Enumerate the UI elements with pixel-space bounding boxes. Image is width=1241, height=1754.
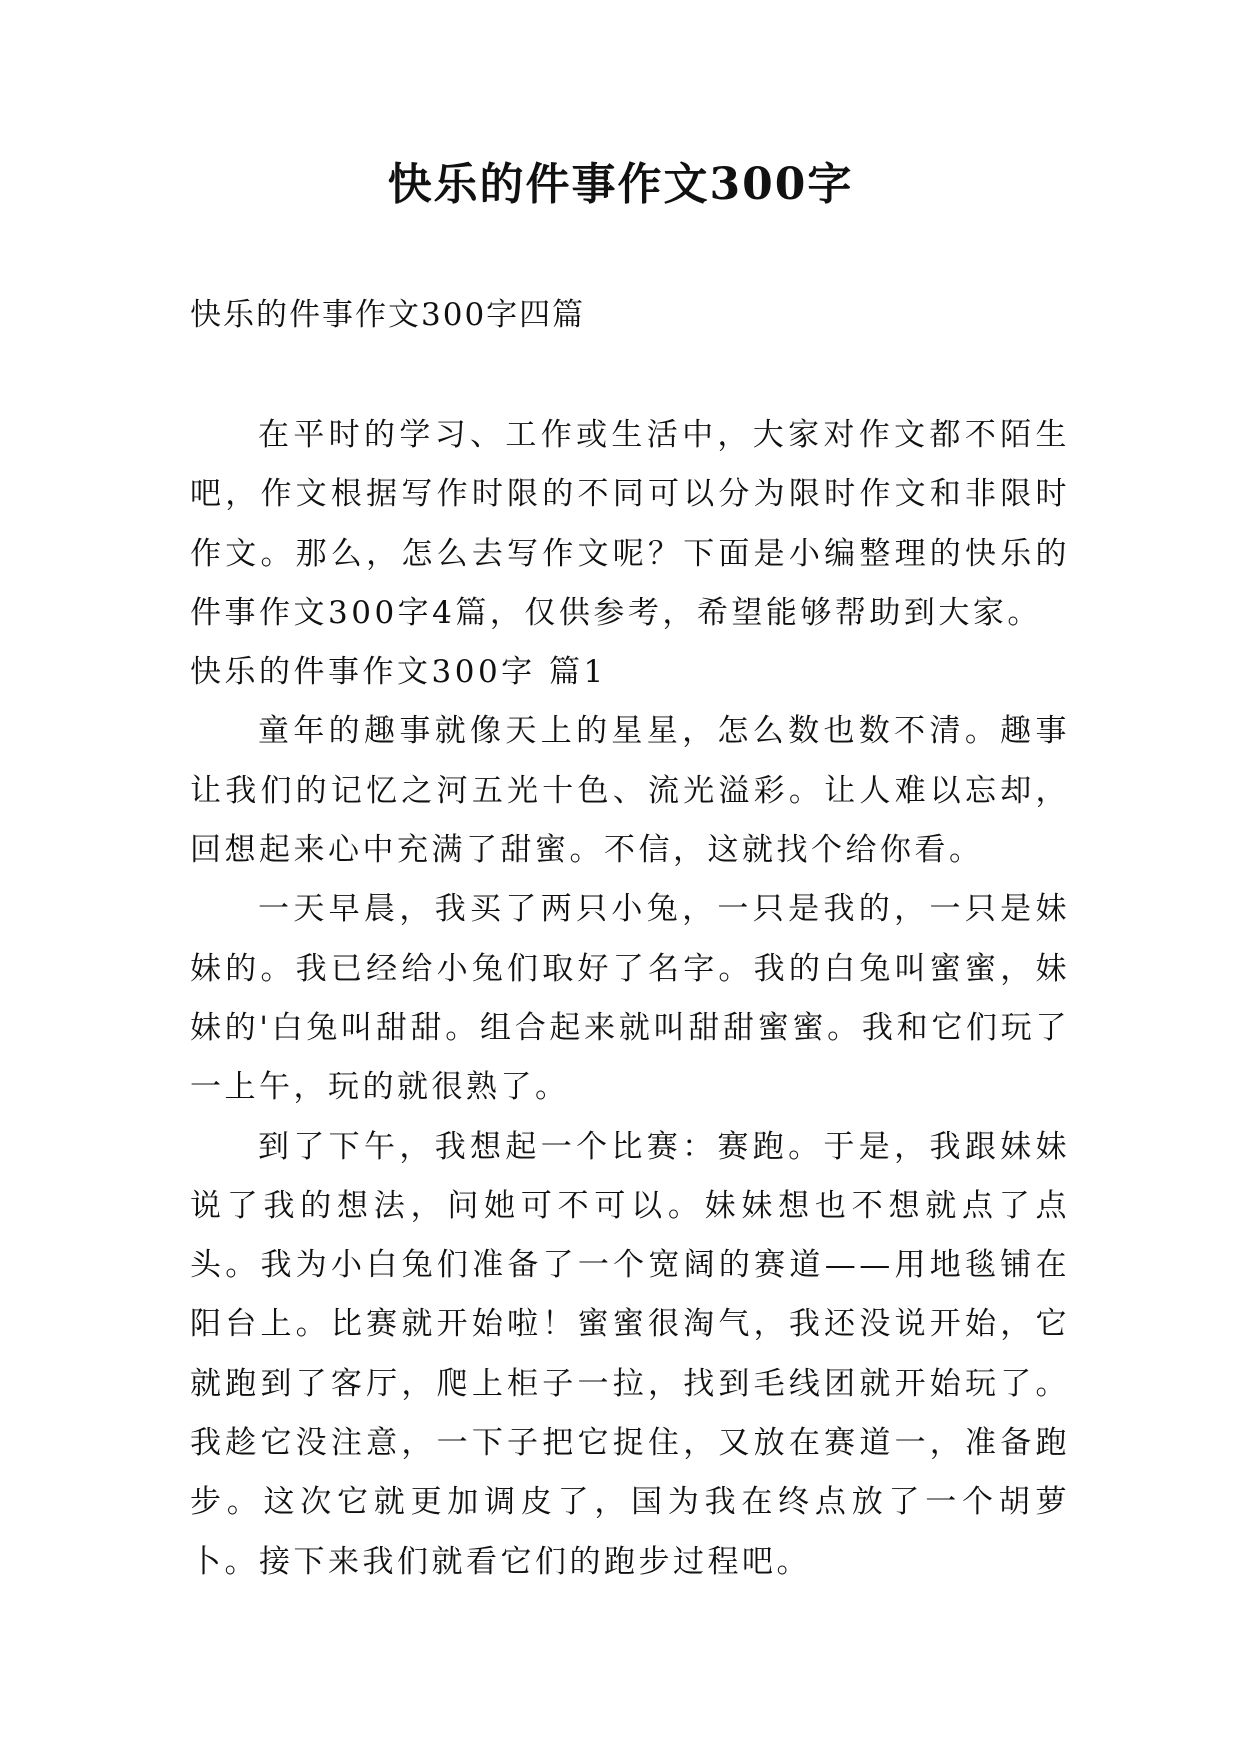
document-body xyxy=(190,406,1070,1592)
intro-paragraph: 在平时的学习、工作或生活中，大家对作文都不陌生吧，作文根据写作时限的不同可以分为限时作文和非限时作文。那么，怎么去写作文呢？下面是小编整理的快乐的件事作文300字4篇，仅供参考，希望能够帮助到大家。 xyxy=(190,417,1070,631)
body-paragraph: 到了下午，我想起一个比赛：赛跑。于是，我跟妹妹说了我的想法，问她可不可以。妹妹想也不想就点了点头。我为小白兔们准备了一个宽阔的赛道——用地毯铺在阳台上。比赛就开始啦！蜜蜜很淘气，我还没说开始，它就跑到了客厅，爬上柜子一拉，找到毛线团就开始玩了。我趁它没注意，一下子把它捉住，又放在赛道一，准备跑步。这次它就更加调皮了，国为我在终点放了一个胡萝卜。接下来我们就看它们的跑步过程吧。 xyxy=(190,1128,1070,1580)
body-paragraph: 童年的趣事就像天上的星星，怎么数也数不清。趣事让我们的记忆之河五光十色、流光溢彩。让人难以忘却，回想起来心中充满了甜蜜。不信，这就找个给你看。 xyxy=(190,713,1070,869)
document-title: 快乐的件事作文300字 xyxy=(387,159,854,210)
body-paragraph: 一天早晨，我买了两只小兔，一只是我的，一只是妹妹的。我已经给小兔们取好了名字。我的白兔叫蜜蜜，妹妹的'白兔叫甜甜。组合起来就叫甜甜蜜蜜。我和它们玩了一上午，玩的就很熟了。 xyxy=(190,891,1070,1106)
section-heading: 快乐的件事作文300字 篇1 xyxy=(190,654,607,691)
document-subtitle: 快乐的件事作文300字四篇 xyxy=(190,297,586,333)
